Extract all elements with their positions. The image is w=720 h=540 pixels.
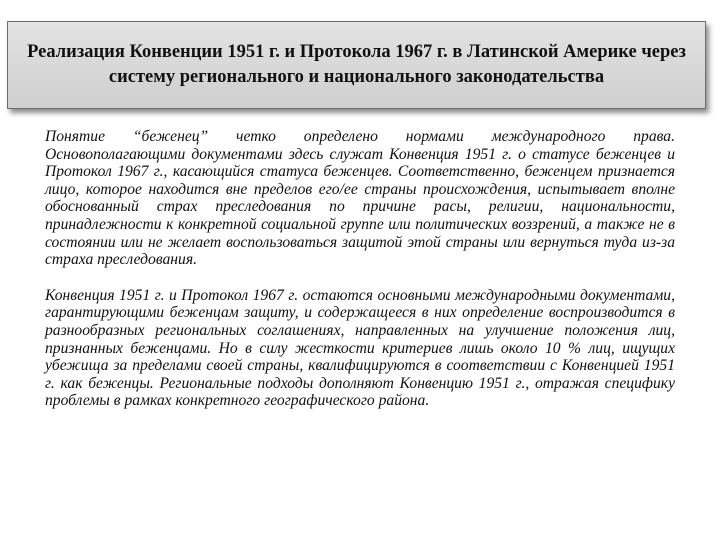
slide-title: Реализация Конвенции 1951 г. и Протокола 1967 г. в Латинской Америке через систему регионального и национального законодательства	[27, 42, 686, 87]
title-box	[7, 21, 706, 109]
paragraph-refugee-definition: Понятие “беженец” четко определено нормами международного права. Основополагающими документами здесь служат Конвенция 1951 г. о статусе беженцев и Протокол 1967 г., касающийся статуса беженцев. Соответственно, беженцем признается лицо, которое находится вне пределов его/ее страны происхождения, испытывает вполне обоснованный страх преследования по причине расы, религии, национальности, принадлежности к конкретной социальной группе или политических воззрений, а также не в состоянии или не желает воспользоваться защитой этой страны или вернуться туда из-за страха преследования.	[45, 128, 675, 269]
slide-body	[45, 128, 675, 428]
paragraph-regional-approaches: Конвенция 1951 г. и Протокол 1967 г. остаются основными международными документами, гарантирующими беженцам защиту, и содержащееся в них определение воспроизводится в разнообразных региональных соглашениях, направленных на улучшение положения лиц, признанных беженцами. Но в силу жесткости критериев лишь около 10 % лиц, ищущих убежища за пределами своей страны, квалифицируются в соответствии с Конвенцией 1951 г. как беженцы. Региональные подходы дополняют Конвенцию 1951 г., отражая специфику проблемы в рамках конкретного географического района.	[45, 286, 675, 410]
